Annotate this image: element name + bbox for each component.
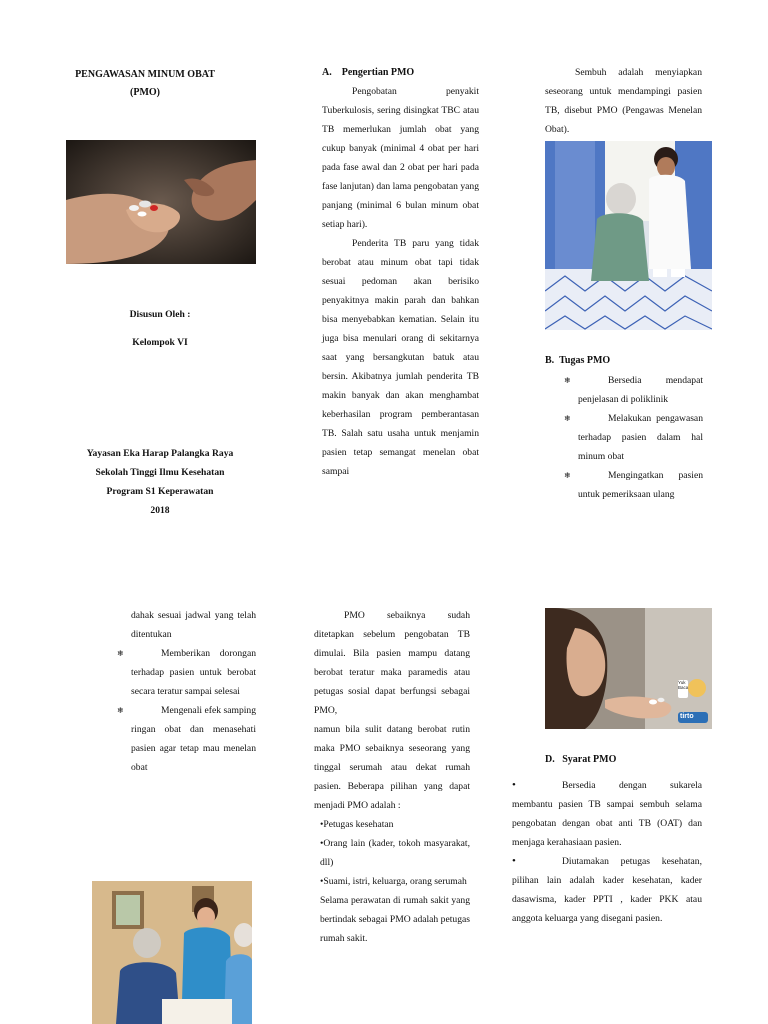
section-d-item2-text: Diutamakan petugas kesehatan, pilihan lain adalah kader kesehatan, kader dasawisma, kader PPTI , kader PKK atau anggota keluarga yang disegani pasien. <box>512 856 702 924</box>
institution-line3: Program S1 Keperawatan <box>106 486 214 497</box>
col2-option1: •Petugas kesehatan <box>320 819 394 830</box>
section-d-item1 <box>512 776 702 852</box>
section-d-item1-text: Bersedia dengan sukarela membantu pasien TB sampai sembuh selama pengobatan dengan obat anti TB (OAT) dan menjaga kerahasiaan pasien. <box>512 780 702 848</box>
bullet-icon: ❄ <box>564 376 571 385</box>
bullet-icon: • <box>512 855 516 867</box>
cover-title-line2: (PMO) <box>130 87 160 98</box>
badge-text <box>678 680 692 690</box>
list-item <box>564 466 703 504</box>
group-name: Kelompok VI <box>132 337 188 348</box>
col1-continuation: dahak sesuai jadwal yang telah ditentukan <box>131 610 256 640</box>
bullet-icon: ❄ <box>564 414 571 423</box>
col2-option2: •Orang lain (kader, tokoh masyarakat, dll) <box>320 838 470 868</box>
list-item <box>117 701 256 777</box>
institution-line2: Sekolah Tinggi Ilmu Kesehatan <box>95 467 225 478</box>
section-a-body <box>322 82 479 481</box>
section-a-para2: Penderita TB paru yang tidak berobat atau minum obat tapi tidak sesuai pedoman akan berisiko penyakitnya makin parah dan bahkan bisa menyebabkan kematian. Selain itu juga bisa menulari orang di sekitarnya saat yang bersangkutan batuk atau bersin. Akibatnya jumlah penderita TB makin banyak dan akan menghambat keberhasilan program pemberantasan TB. Salah satu usaha untuk menjamin pasien tetap semangat menelan obat sampai <box>322 238 479 477</box>
section-b-item1: Bersedia mendapat penjelasan di poliklinik <box>578 375 703 405</box>
cover-title-line1: PENGAWASAN MINUM OBAT <box>75 69 215 80</box>
badge-line1: Yuk <box>678 680 686 685</box>
list-item <box>564 371 703 409</box>
col1-item1: Memberikan dorongan terhadap pasien untuk berobat secara teratur sampai selesai <box>131 648 256 697</box>
bullet-icon: ❄ <box>117 649 124 658</box>
nurse-elderly-photo <box>545 141 712 330</box>
list-item <box>117 644 256 701</box>
bullet-icon: • <box>512 779 516 791</box>
badge-line2: Baca <box>678 685 689 690</box>
institution-line1: Yayasan Eka Harap Palangka Raya <box>86 448 234 459</box>
woman-pills-photo <box>545 608 712 729</box>
cover-title <box>60 66 230 102</box>
bullet-icon: ❄ <box>564 471 571 480</box>
section-a-heading: A. Pengertian PMO <box>322 67 415 78</box>
section-d-heading: D. Syarat PMO <box>545 754 617 765</box>
badge-brand: tirto <box>680 713 694 720</box>
institution-year: 2018 <box>150 505 170 516</box>
section-b-heading: B. Tugas PMO <box>545 355 611 366</box>
col2-option3: •Suami, istri, keluarga, orang serumah <box>320 876 467 887</box>
col2-para1: PMO sebaiknya sudah ditetapkan sebelum pengobatan TB dimulai. Bila pasien mampu datang berobat teratur maka paramedis atau petugas sosial dapat berfungsi sebagai PMO, <box>314 610 470 716</box>
section-b-item2: Melakukan pengawasan terhadap pasien dalam hal minum obat <box>578 413 703 462</box>
nurse-seniors-photo <box>92 881 252 1024</box>
col2-para2: namun bila sulit datang berobat rutin maka PMO sebaiknya seseorang yang tinggal serumah atau dekat rumah pasien. Beberapa pilihan yang dapat menjadi PMO adalah : <box>314 724 470 811</box>
col3-intro-para: Sembuh adalah menyiapkan seseorang untuk mendampingi pasien TB, disebut PMO (Pengawas Menelan Obat). <box>545 67 702 135</box>
section-d-item2 <box>512 852 702 928</box>
col2-closing: Selama perawatan di rumah sakit yang bertindak sebagai PMO adalah petugas rumah sakit. <box>320 895 470 944</box>
section-b-list <box>564 371 703 504</box>
col3-intro <box>545 63 702 139</box>
section-a-para1: Pengobatan penyakit Tuberkulosis, sering disingkat TBC atau TB memerlukan jumlah obat yang cukup banyak (minimal 4 obat per hari pada fase awal dan 2 obat per hari pada fase lanjutan) dan lama pengobatan yang panjang (minimal 6 bulan minum obat setiap hari). <box>322 86 479 230</box>
list-item <box>564 409 703 466</box>
col1-item2: Mengenali efek samping ringan obat dan menasehati pasien agar tetap mau menelan obat <box>131 705 256 773</box>
col2-bottom <box>314 606 470 948</box>
hand-pills-photo <box>66 140 256 264</box>
section-b-item3: Mengingatkan pasien untuk pemeriksaan ulang <box>578 470 703 500</box>
bullet-icon: ❄ <box>117 706 124 715</box>
col1-bottom <box>117 606 256 777</box>
compiled-by: Disusun Oleh : <box>129 309 191 320</box>
section-d-list <box>512 776 702 928</box>
institution-block <box>50 444 270 520</box>
